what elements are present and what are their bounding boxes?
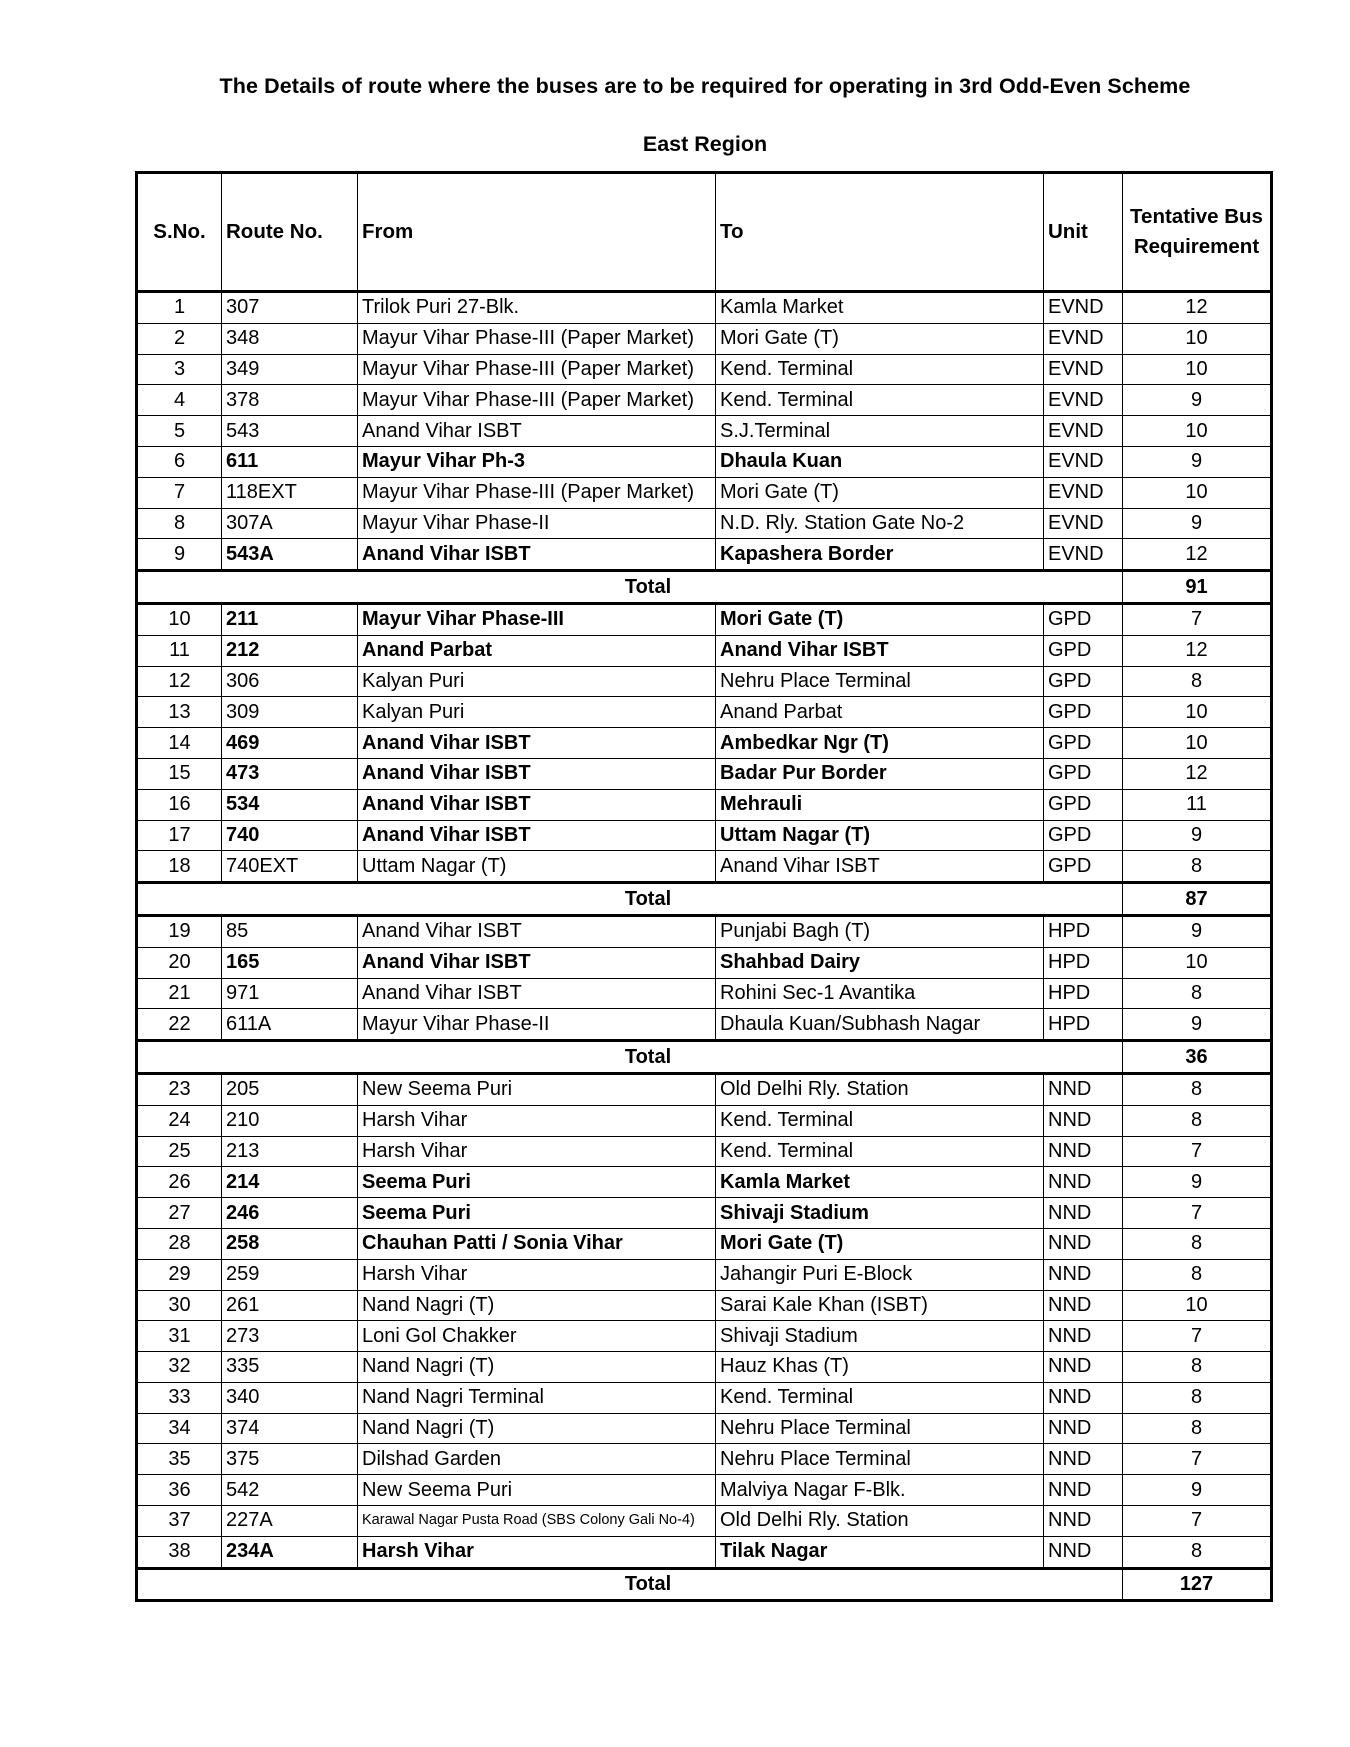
- cell-sno: 14: [137, 728, 222, 759]
- table-row: [137, 1444, 1272, 1475]
- cell-route: 348: [222, 323, 358, 354]
- cell-to: Sarai Kale Khan (ISBT): [716, 1290, 1044, 1321]
- cell-unit: GPD: [1044, 728, 1123, 759]
- cell-sno: 34: [137, 1413, 222, 1444]
- cell-from: Harsh Vihar: [358, 1136, 716, 1167]
- table-row: [137, 292, 1272, 324]
- cell-sno: 35: [137, 1444, 222, 1475]
- cell-requirement: 9: [1123, 820, 1272, 851]
- cell-to: Nehru Place Terminal: [716, 666, 1044, 697]
- cell-sno: 19: [137, 915, 222, 947]
- table-row: [137, 1321, 1272, 1352]
- cell-to: Kend. Terminal: [716, 354, 1044, 385]
- cell-requirement: 9: [1123, 1009, 1272, 1041]
- table-row: [137, 851, 1272, 883]
- cell-to: Old Delhi Rly. Station: [716, 1073, 1044, 1105]
- cell-from: Dilshad Garden: [358, 1444, 716, 1475]
- cell-from: Anand Vihar ISBT: [358, 978, 716, 1009]
- header-to: To: [716, 173, 1044, 292]
- cell-unit: NND: [1044, 1073, 1123, 1105]
- total-row: [137, 883, 1272, 916]
- table-row: [137, 323, 1272, 354]
- table-row: [137, 603, 1272, 635]
- cell-to: Rohini Sec-1 Avantika: [716, 978, 1044, 1009]
- cell-route: 534: [222, 789, 358, 820]
- cell-route: 205: [222, 1073, 358, 1105]
- cell-sno: 21: [137, 978, 222, 1009]
- cell-requirement: 8: [1123, 1536, 1272, 1568]
- total-row: [137, 571, 1272, 604]
- table-row: [137, 915, 1272, 947]
- cell-from: New Seema Puri: [358, 1073, 716, 1105]
- table-row: [137, 978, 1272, 1009]
- cell-sno: 1: [137, 292, 222, 324]
- cell-requirement: 8: [1123, 1352, 1272, 1383]
- cell-to: Ambedkar Ngr (T): [716, 728, 1044, 759]
- cell-to: Old Delhi Rly. Station: [716, 1506, 1044, 1537]
- cell-route: 611A: [222, 1009, 358, 1041]
- cell-sno: 32: [137, 1352, 222, 1383]
- cell-to: Punjabi Bagh (T): [716, 915, 1044, 947]
- cell-unit: NND: [1044, 1506, 1123, 1537]
- cell-from: Nand Nagri Terminal: [358, 1382, 716, 1413]
- cell-sno: 22: [137, 1009, 222, 1041]
- cell-to: Mori Gate (T): [716, 1228, 1044, 1259]
- cell-route: 971: [222, 978, 358, 1009]
- cell-sno: 15: [137, 758, 222, 789]
- cell-unit: NND: [1044, 1259, 1123, 1290]
- cell-unit: EVND: [1044, 354, 1123, 385]
- cell-unit: EVND: [1044, 416, 1123, 447]
- cell-route: 258: [222, 1228, 358, 1259]
- cell-from: Chauhan Patti / Sonia Vihar: [358, 1228, 716, 1259]
- cell-route: 261: [222, 1290, 358, 1321]
- cell-to: Shivaji Stadium: [716, 1198, 1044, 1229]
- cell-sno: 25: [137, 1136, 222, 1167]
- cell-requirement: 12: [1123, 539, 1272, 571]
- cell-route: 306: [222, 666, 358, 697]
- table-row: [137, 758, 1272, 789]
- table-row: [137, 1167, 1272, 1198]
- cell-route: 543A: [222, 539, 358, 571]
- cell-to: Nehru Place Terminal: [716, 1444, 1044, 1475]
- table-row: [137, 508, 1272, 539]
- total-row: [137, 1041, 1272, 1074]
- cell-from: Kalyan Puri: [358, 697, 716, 728]
- total-row: [137, 1568, 1272, 1601]
- cell-sno: 3: [137, 354, 222, 385]
- cell-requirement: 8: [1123, 1382, 1272, 1413]
- table-row: [137, 1352, 1272, 1383]
- total-value: 87: [1123, 883, 1272, 916]
- cell-from: Anand Vihar ISBT: [358, 915, 716, 947]
- cell-unit: EVND: [1044, 292, 1123, 324]
- cell-unit: NND: [1044, 1105, 1123, 1136]
- header-requirement-line2: Requirement: [1133, 235, 1260, 258]
- cell-requirement: 10: [1123, 416, 1272, 447]
- cell-from: New Seema Puri: [358, 1475, 716, 1506]
- cell-from: Nand Nagri (T): [358, 1352, 716, 1383]
- cell-sno: 27: [137, 1198, 222, 1229]
- table-row: [137, 666, 1272, 697]
- cell-to: Kend. Terminal: [716, 385, 1044, 416]
- cell-requirement: 11: [1123, 789, 1272, 820]
- table-row: [137, 789, 1272, 820]
- table-row: [137, 385, 1272, 416]
- header-requirement-line1: Tentative Bus: [1130, 205, 1263, 228]
- header-sno: S.No.: [137, 173, 222, 292]
- cell-sno: 7: [137, 477, 222, 508]
- cell-requirement: 8: [1123, 1105, 1272, 1136]
- cell-from: Seema Puri: [358, 1198, 716, 1229]
- document-title: The Details of route where the buses are to be required for operating in 3rd Odd-Even Scheme: [219, 74, 1191, 98]
- cell-to: Malviya Nagar F-Blk.: [716, 1475, 1044, 1506]
- total-label: Total: [137, 883, 1123, 916]
- cell-sno: 2: [137, 323, 222, 354]
- cell-route: 213: [222, 1136, 358, 1167]
- cell-sno: 37: [137, 1506, 222, 1537]
- cell-sno: 6: [137, 446, 222, 477]
- cell-from: Mayur Vihar Phase-III: [358, 603, 716, 635]
- table-row: [137, 820, 1272, 851]
- cell-from: Mayur Vihar Phase-III (Paper Market): [358, 477, 716, 508]
- cell-route: 340: [222, 1382, 358, 1413]
- cell-from: Trilok Puri 27-Blk.: [358, 292, 716, 324]
- cell-unit: GPD: [1044, 666, 1123, 697]
- cell-requirement: 10: [1123, 354, 1272, 385]
- cell-to: Dhaula Kuan/Subhash Nagar: [716, 1009, 1044, 1041]
- cell-route: 469: [222, 728, 358, 759]
- cell-sno: 16: [137, 789, 222, 820]
- table-row: [137, 539, 1272, 571]
- cell-to: S.J.Terminal: [716, 416, 1044, 447]
- cell-unit: NND: [1044, 1536, 1123, 1568]
- cell-route: 740: [222, 820, 358, 851]
- cell-to: Jahangir Puri E-Block: [716, 1259, 1044, 1290]
- cell-requirement: 10: [1123, 947, 1272, 978]
- cell-requirement: 7: [1123, 1506, 1272, 1537]
- cell-to: Kamla Market: [716, 1167, 1044, 1198]
- header-row: [137, 173, 1272, 292]
- cell-route: 246: [222, 1198, 358, 1229]
- cell-to: Nehru Place Terminal: [716, 1413, 1044, 1444]
- cell-unit: NND: [1044, 1321, 1123, 1352]
- cell-unit: GPD: [1044, 635, 1123, 666]
- cell-to: Kend. Terminal: [716, 1382, 1044, 1413]
- cell-to: Anand Vihar ISBT: [716, 851, 1044, 883]
- table-row: [137, 1136, 1272, 1167]
- cell-route: 740EXT: [222, 851, 358, 883]
- cell-sno: 11: [137, 635, 222, 666]
- cell-route: 227A: [222, 1506, 358, 1537]
- cell-to: Tilak Nagar: [716, 1536, 1044, 1568]
- cell-route: 349: [222, 354, 358, 385]
- cell-requirement: 7: [1123, 1321, 1272, 1352]
- cell-to: Hauz Khas (T): [716, 1352, 1044, 1383]
- cell-route: 611: [222, 446, 358, 477]
- cell-sno: 12: [137, 666, 222, 697]
- cell-route: 375: [222, 1444, 358, 1475]
- table-row: [137, 1413, 1272, 1444]
- cell-requirement: 8: [1123, 666, 1272, 697]
- cell-unit: HPD: [1044, 947, 1123, 978]
- cell-from: Anand Vihar ISBT: [358, 539, 716, 571]
- cell-sno: 8: [137, 508, 222, 539]
- cell-requirement: 10: [1123, 697, 1272, 728]
- cell-from: Mayur Vihar Phase-III (Paper Market): [358, 354, 716, 385]
- cell-sno: 31: [137, 1321, 222, 1352]
- cell-route: 211: [222, 603, 358, 635]
- cell-route: 273: [222, 1321, 358, 1352]
- cell-unit: GPD: [1044, 820, 1123, 851]
- table-row: [137, 1536, 1272, 1568]
- cell-from: Anand Parbat: [358, 635, 716, 666]
- cell-requirement: 12: [1123, 758, 1272, 789]
- cell-unit: EVND: [1044, 385, 1123, 416]
- cell-route: 212: [222, 635, 358, 666]
- cell-route: 543: [222, 416, 358, 447]
- cell-from: Anand Vihar ISBT: [358, 820, 716, 851]
- table-row: [137, 1290, 1272, 1321]
- cell-requirement: 12: [1123, 635, 1272, 666]
- cell-to: Kapashera Border: [716, 539, 1044, 571]
- cell-from: Mayur Vihar Phase-II: [358, 508, 716, 539]
- cell-from: Loni Gol Chakker: [358, 1321, 716, 1352]
- cell-unit: GPD: [1044, 697, 1123, 728]
- table-row: [137, 1105, 1272, 1136]
- cell-from: Anand Vihar ISBT: [358, 758, 716, 789]
- cell-from: Harsh Vihar: [358, 1105, 716, 1136]
- cell-from: Nand Nagri (T): [358, 1290, 716, 1321]
- cell-requirement: 8: [1123, 851, 1272, 883]
- cell-unit: NND: [1044, 1352, 1123, 1383]
- cell-requirement: 10: [1123, 323, 1272, 354]
- cell-to: N.D. Rly. Station Gate No-2: [716, 508, 1044, 539]
- cell-route: 473: [222, 758, 358, 789]
- cell-route: 307: [222, 292, 358, 324]
- cell-route: 118EXT: [222, 477, 358, 508]
- table-row: [137, 416, 1272, 447]
- cell-from: Harsh Vihar: [358, 1259, 716, 1290]
- total-label: Total: [137, 571, 1123, 604]
- cell-route: 309: [222, 697, 358, 728]
- cell-unit: GPD: [1044, 789, 1123, 820]
- cell-from: Anand Vihar ISBT: [358, 728, 716, 759]
- cell-route: 374: [222, 1413, 358, 1444]
- cell-sno: 33: [137, 1382, 222, 1413]
- table-row: [137, 1228, 1272, 1259]
- cell-to: Anand Parbat: [716, 697, 1044, 728]
- cell-route: 85: [222, 915, 358, 947]
- header-requirement: [1123, 173, 1272, 292]
- total-label: Total: [137, 1568, 1123, 1601]
- table-row: [137, 477, 1272, 508]
- cell-sno: 13: [137, 697, 222, 728]
- cell-requirement: 8: [1123, 1073, 1272, 1105]
- cell-sno: 9: [137, 539, 222, 571]
- cell-to: Shahbad Dairy: [716, 947, 1044, 978]
- routes-table: [135, 171, 1273, 1602]
- total-value: 127: [1123, 1568, 1272, 1601]
- table-row: [137, 1475, 1272, 1506]
- table-row: [137, 1382, 1272, 1413]
- cell-requirement: 10: [1123, 728, 1272, 759]
- cell-route: 307A: [222, 508, 358, 539]
- cell-requirement: 7: [1123, 603, 1272, 635]
- cell-from: Anand Vihar ISBT: [358, 947, 716, 978]
- cell-sno: 29: [137, 1259, 222, 1290]
- cell-unit: NND: [1044, 1167, 1123, 1198]
- cell-unit: HPD: [1044, 978, 1123, 1009]
- header-unit: Unit: [1044, 173, 1123, 292]
- cell-unit: GPD: [1044, 758, 1123, 789]
- cell-to: Dhaula Kuan: [716, 446, 1044, 477]
- cell-sno: 38: [137, 1536, 222, 1568]
- cell-unit: EVND: [1044, 446, 1123, 477]
- cell-requirement: 9: [1123, 915, 1272, 947]
- region-heading: East Region: [642, 132, 768, 156]
- cell-from: Anand Vihar ISBT: [358, 789, 716, 820]
- cell-from: Karawal Nagar Pusta Road (SBS Colony Gali No-4): [358, 1506, 716, 1537]
- cell-requirement: 8: [1123, 1413, 1272, 1444]
- cell-to: Mori Gate (T): [716, 323, 1044, 354]
- cell-to: Kamla Market: [716, 292, 1044, 324]
- cell-requirement: 7: [1123, 1444, 1272, 1475]
- cell-requirement: 8: [1123, 978, 1272, 1009]
- cell-to: Badar Pur Border: [716, 758, 1044, 789]
- cell-sno: 5: [137, 416, 222, 447]
- cell-unit: NND: [1044, 1228, 1123, 1259]
- cell-requirement: 7: [1123, 1136, 1272, 1167]
- cell-sno: 24: [137, 1105, 222, 1136]
- cell-route: 234A: [222, 1536, 358, 1568]
- table-row: [137, 1073, 1272, 1105]
- cell-sno: 23: [137, 1073, 222, 1105]
- cell-from: Anand Vihar ISBT: [358, 416, 716, 447]
- cell-from: Mayur Vihar Ph-3: [358, 446, 716, 477]
- table-row: [137, 1009, 1272, 1041]
- cell-requirement: 10: [1123, 477, 1272, 508]
- cell-requirement: 9: [1123, 1167, 1272, 1198]
- cell-to: Mori Gate (T): [716, 477, 1044, 508]
- cell-unit: EVND: [1044, 477, 1123, 508]
- cell-to: Mori Gate (T): [716, 603, 1044, 635]
- cell-unit: EVND: [1044, 323, 1123, 354]
- cell-requirement: 9: [1123, 508, 1272, 539]
- cell-unit: EVND: [1044, 539, 1123, 571]
- table-row: [137, 1198, 1272, 1229]
- cell-unit: NND: [1044, 1198, 1123, 1229]
- cell-requirement: 10: [1123, 1290, 1272, 1321]
- table-row: [137, 697, 1272, 728]
- total-value: 91: [1123, 571, 1272, 604]
- table-row: [137, 635, 1272, 666]
- table-row: [137, 446, 1272, 477]
- cell-from: Mayur Vihar Phase-III (Paper Market): [358, 385, 716, 416]
- cell-route: 378: [222, 385, 358, 416]
- cell-route: 210: [222, 1105, 358, 1136]
- cell-sno: 4: [137, 385, 222, 416]
- cell-from: Seema Puri: [358, 1167, 716, 1198]
- cell-route: 259: [222, 1259, 358, 1290]
- cell-unit: EVND: [1044, 508, 1123, 539]
- cell-sno: 36: [137, 1475, 222, 1506]
- cell-requirement: 8: [1123, 1259, 1272, 1290]
- cell-requirement: 9: [1123, 385, 1272, 416]
- cell-sno: 18: [137, 851, 222, 883]
- cell-from: Mayur Vihar Phase-III (Paper Market): [358, 323, 716, 354]
- cell-sno: 30: [137, 1290, 222, 1321]
- cell-from: Mayur Vihar Phase-II: [358, 1009, 716, 1041]
- cell-from: Nand Nagri (T): [358, 1413, 716, 1444]
- cell-requirement: 7: [1123, 1198, 1272, 1229]
- cell-to: Kend. Terminal: [716, 1105, 1044, 1136]
- cell-route: 335: [222, 1352, 358, 1383]
- cell-route: 214: [222, 1167, 358, 1198]
- total-label: Total: [137, 1041, 1123, 1074]
- cell-unit: NND: [1044, 1475, 1123, 1506]
- cell-to: Shivaji Stadium: [716, 1321, 1044, 1352]
- cell-unit: NND: [1044, 1413, 1123, 1444]
- cell-sno: 10: [137, 603, 222, 635]
- cell-from: Harsh Vihar: [358, 1536, 716, 1568]
- cell-requirement: 9: [1123, 446, 1272, 477]
- cell-requirement: 9: [1123, 1475, 1272, 1506]
- cell-unit: HPD: [1044, 1009, 1123, 1041]
- cell-to: Uttam Nagar (T): [716, 820, 1044, 851]
- cell-unit: NND: [1044, 1382, 1123, 1413]
- cell-unit: NND: [1044, 1290, 1123, 1321]
- cell-unit: HPD: [1044, 915, 1123, 947]
- cell-sno: 20: [137, 947, 222, 978]
- cell-sno: 28: [137, 1228, 222, 1259]
- cell-unit: NND: [1044, 1136, 1123, 1167]
- table-row: [137, 1259, 1272, 1290]
- cell-to: Anand Vihar ISBT: [716, 635, 1044, 666]
- cell-sno: 17: [137, 820, 222, 851]
- cell-requirement: 8: [1123, 1228, 1272, 1259]
- cell-sno: 26: [137, 1167, 222, 1198]
- total-value: 36: [1123, 1041, 1272, 1074]
- header-from: From: [358, 173, 716, 292]
- table-row: [137, 1506, 1272, 1537]
- cell-to: Kend. Terminal: [716, 1136, 1044, 1167]
- cell-unit: GPD: [1044, 603, 1123, 635]
- cell-from: Kalyan Puri: [358, 666, 716, 697]
- cell-route: 165: [222, 947, 358, 978]
- table-row: [137, 354, 1272, 385]
- table-row: [137, 728, 1272, 759]
- cell-route: 542: [222, 1475, 358, 1506]
- cell-requirement: 12: [1123, 292, 1272, 324]
- cell-unit: NND: [1044, 1444, 1123, 1475]
- cell-unit: GPD: [1044, 851, 1123, 883]
- cell-to: Mehrauli: [716, 789, 1044, 820]
- cell-from: Uttam Nagar (T): [358, 851, 716, 883]
- table-row: [137, 947, 1272, 978]
- table-body: [137, 292, 1272, 1601]
- header-route: Route No.: [222, 173, 358, 292]
